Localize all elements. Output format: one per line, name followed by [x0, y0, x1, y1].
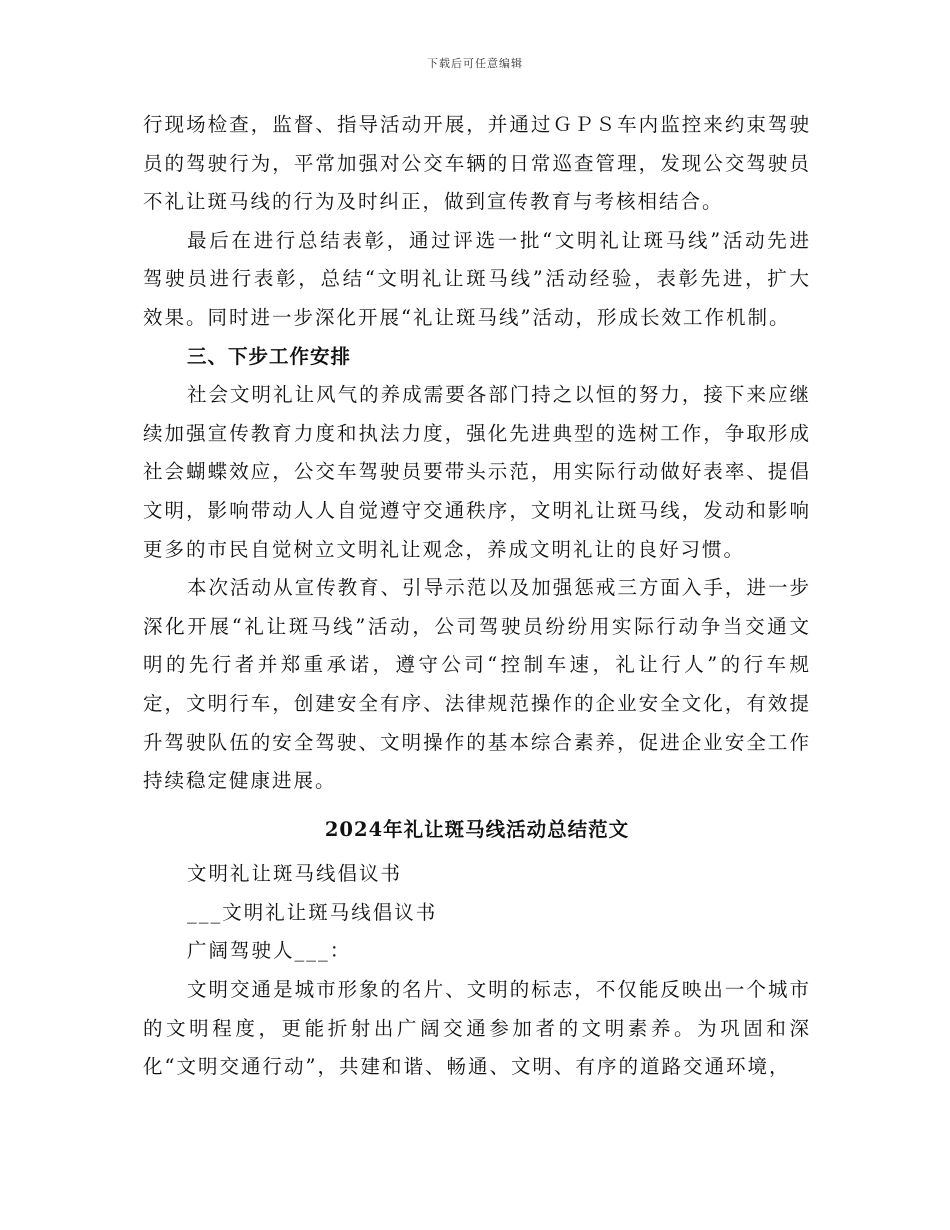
- page-header-note: 下载后可任意编辑: [427, 57, 523, 70]
- document-title: 2024年礼让斑马线活动总结范文: [324, 817, 630, 841]
- paragraph-intro: 文明交通是城市形象的名片、文明的标志，不仅能反映出一个城市的文明程度，更能折射出广阔交通参加者的文明素养。为巩固和深化“文明交通行动”，共建和谐、畅通、文明、有序的道路交通环境，: [143, 978, 811, 1079]
- paragraph-next-steps-2: 本次活动从宣传教育、引导示范以及加强惩戒三方面入手，进一步深化开展“礼让斑马线”活动，公司驾驶员纷纷用实际行动争当交通文明的先行者并郑重承诺，遵守公司“控制车速，礼让行人”的行车规定，文明行车，创建安全有序、法律规范操作的企业安全文化，有效提升驾驶队伍的安全驾驶、文明操作的基本综合素养，促进企业安全工作持续稳定健康进展。: [143, 576, 811, 793]
- proposal-title-line: 文明礼让斑马线倡议书: [187, 862, 403, 886]
- paragraph-next-steps-1: 社会文明礼让风气的养成需要各部门持之以恒的努力，接下来应继续加强宣传教育力度和执法力度，强化先进典型的选树工作，争取形成社会蝴蝶效应，公交车驾驶员要带头示范，用实际行动做好表率、提倡文明，影响带动人人自觉遵守交通秩序，文明礼让斑马线，发动和影响更多的市民自觉树立文明礼让观念，养成文明礼让的良好习惯。: [143, 383, 811, 561]
- document-body: [143, 106, 811, 1087]
- salutation: 广阔驾驶人___：: [187, 939, 352, 963]
- paragraph-summary: 最后在进行总结表彰，通过评选一批“文明礼让斑马线”活动先进驾驶员进行表彰，总结“文明礼让斑马线”活动经验，表彰先进，扩大效果。同时进一步深化开展“礼让斑马线”活动，形成长效工作机制。: [143, 228, 811, 329]
- proposal-subtitle-line: ___文明礼让斑马线倡议书: [187, 900, 438, 924]
- section-heading: 三、下步工作安排: [187, 344, 352, 368]
- paragraph-continued: 行现场检查，监督、指导活动开展，并通过ＧＰＳ车内监控来约束驾驶员的驾驶行为，平常加强对公交车辆的日常巡查管理，发现公交驾驶员不礼让斑马线的行为及时纠正，做到宣传教育与考核相结合。: [143, 113, 811, 214]
